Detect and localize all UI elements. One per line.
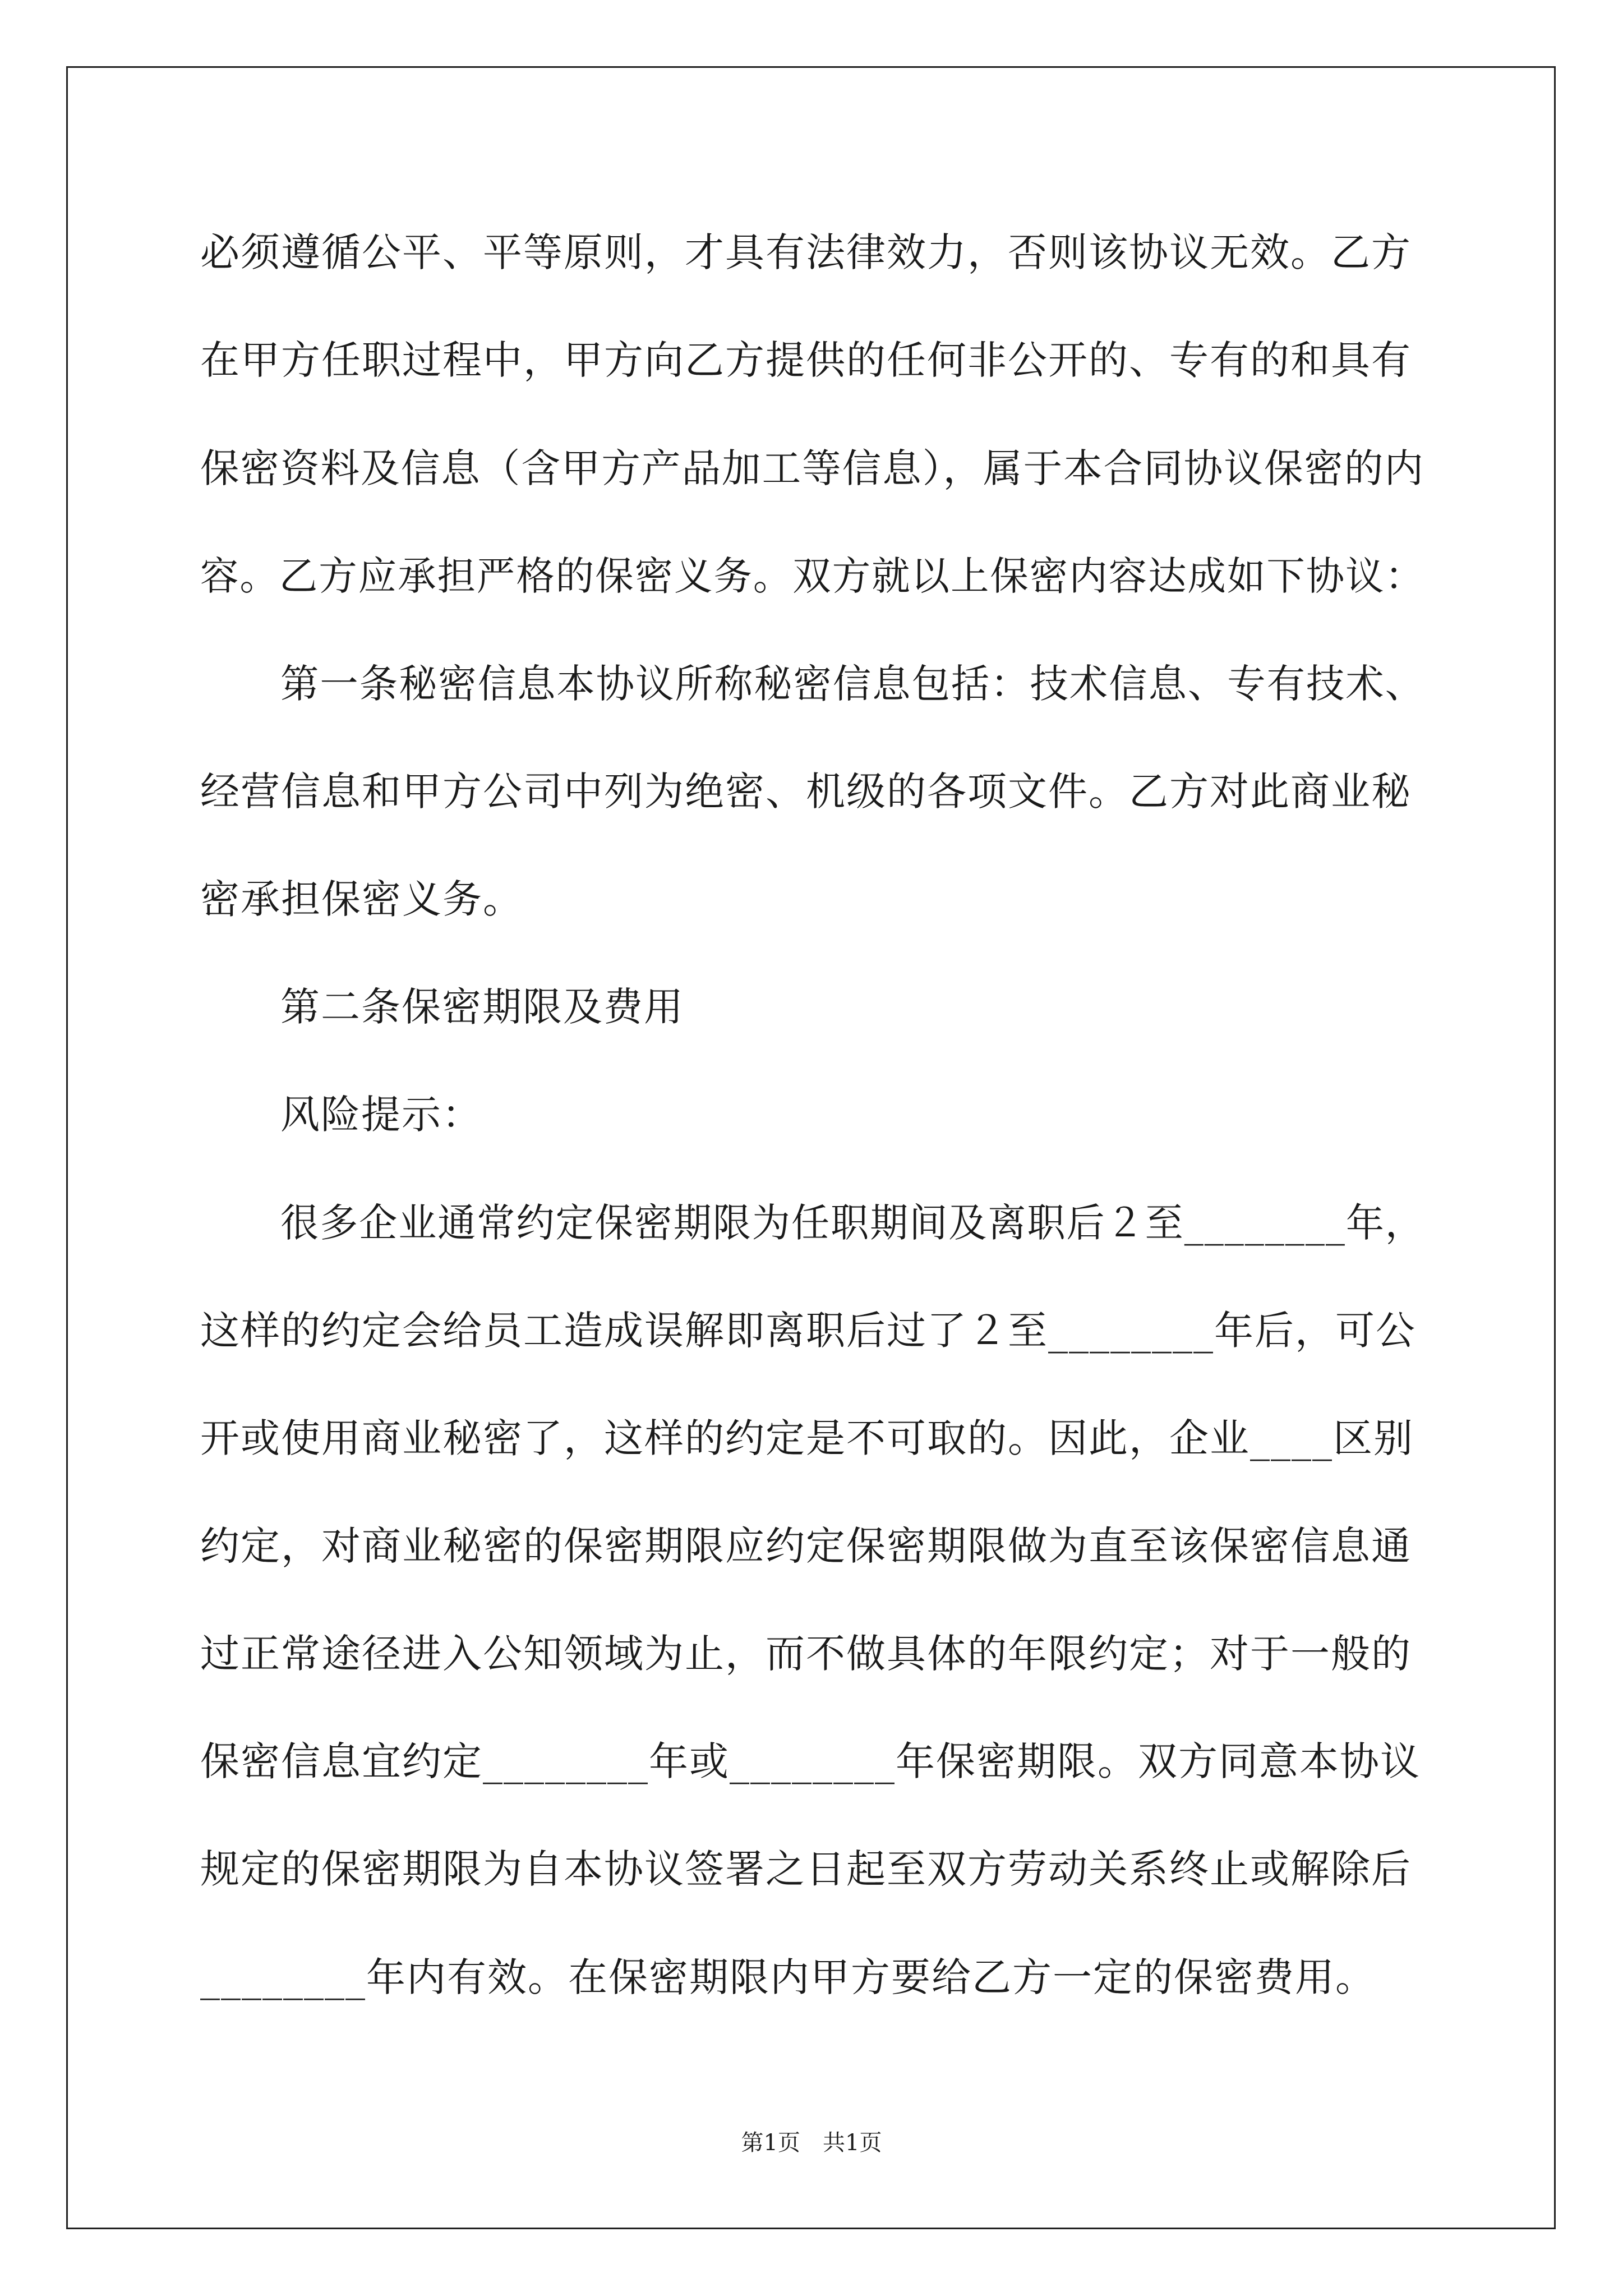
paragraph-line: 约定，对商业秘密的保密期限应约定保密期限做为直至该保密信息通 <box>200 1523 1412 1569</box>
paragraph-line: 容。乙方应承担严格的保密义务。双方就以上保密内容达成如下协议： <box>200 553 1424 599</box>
paragraph-line: ________年内有效。在保密期限内甲方要给乙方一定的保密费用。 <box>200 1954 1376 2000</box>
paragraph-line: 风险提示： <box>280 1092 482 1138</box>
paragraph-line: 必须遵循公平、平等原则，才具有法律效力，否则该协议无效。乙方 <box>200 229 1412 275</box>
paragraph-line: 保密资料及信息（含甲方产品加工等信息），属于本合同协议保密的内 <box>200 445 1424 491</box>
paragraph-line: 经营信息和甲方公司中列为绝密、机级的各项文件。乙方对此商业秘 <box>200 769 1412 815</box>
page-number: 第1页 共1页 <box>741 2130 882 2156</box>
page-border <box>66 66 1556 2229</box>
paragraph-line: 密承担保密义务。 <box>200 876 523 922</box>
paragraph-line: 这样的约定会给员工造成误解即离职后过了２至________年后，可公 <box>200 1308 1416 1354</box>
paragraph-line: 很多企业通常约定保密期限为任职期间及离职后２至________年， <box>280 1200 1424 1246</box>
paragraph-line: 规定的保密期限为自本协议签署之日起至双方劳动关系终止或解除后 <box>200 1846 1412 1892</box>
paragraph-line: 开或使用商业秘密了，这样的约定是不可取的。因此，企业____区别 <box>200 1415 1414 1461</box>
paragraph-line: 过正常途径进入公知领域为止，而不做具体的年限约定；对于一般的 <box>200 1631 1412 1677</box>
section-heading: 第二条保密期限及费用 <box>280 984 684 1030</box>
paragraph-line: 在甲方任职过程中，甲方向乙方提供的任何非公开的、专有的和具有 <box>200 337 1412 383</box>
paragraph-line: 保密信息宜约定________年或________年保密期限。双方同意本协议 <box>200 1738 1421 1784</box>
paragraph-line: 第一条秘密信息本协议所称秘密信息包括：技术信息、专有技术、 <box>280 661 1424 707</box>
